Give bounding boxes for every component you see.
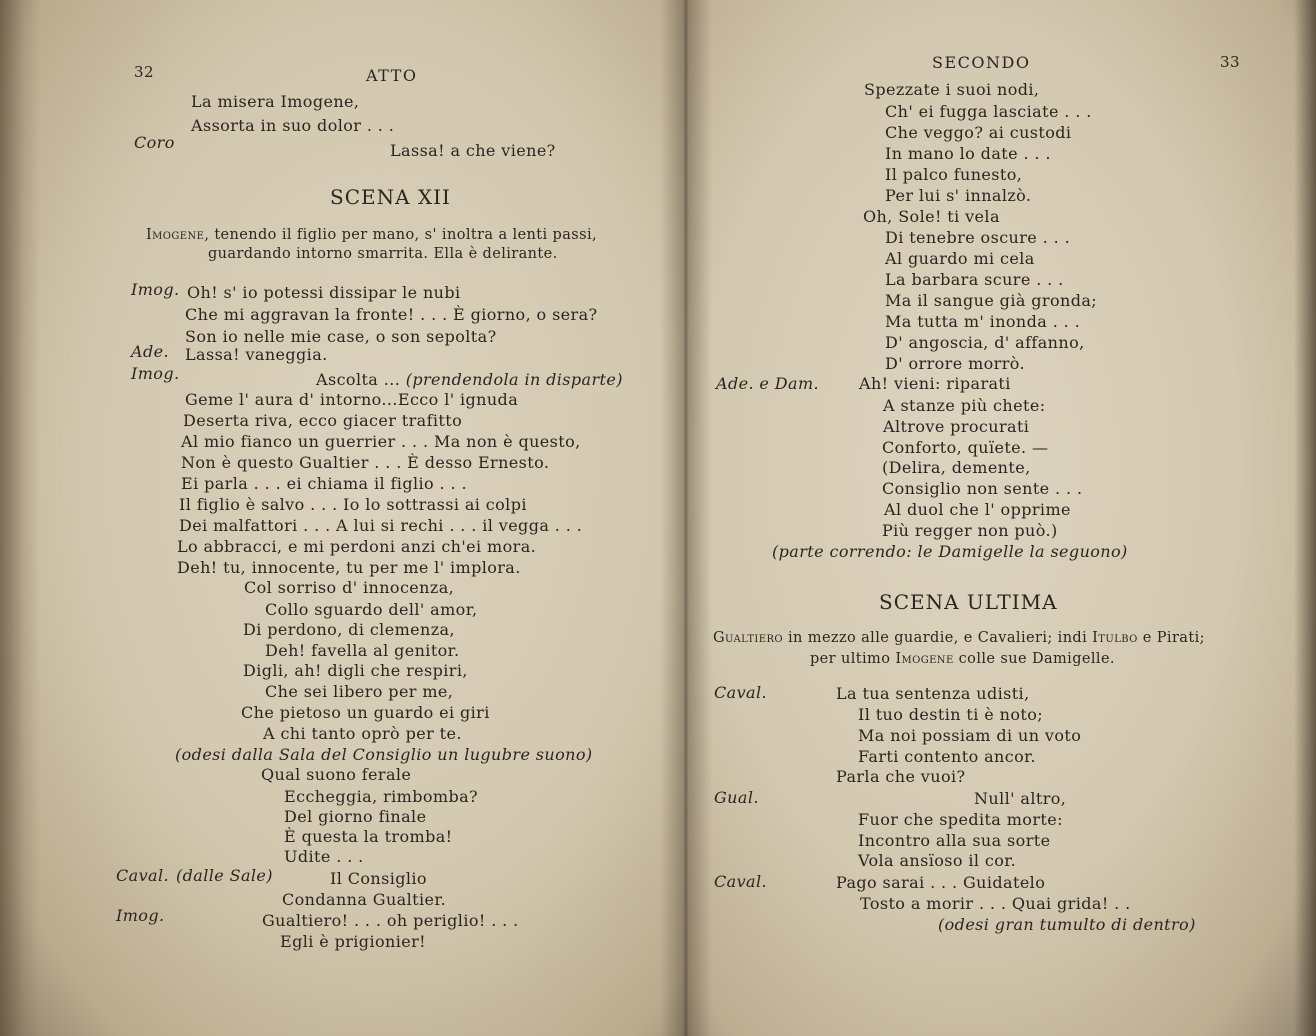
verse-line: A chi tanto oprò per te. [263,724,462,743]
verse-line: Ma tutta m' inonda . . . [885,312,1081,331]
stage-direction: (prendendola in disparte) [405,370,623,389]
verse-line: Il palco funesto, [885,165,1023,184]
verse-line: Geme l' aura d' intorno...Ecco l' ignuda [185,390,519,409]
character-name: Gualtiero [713,630,783,646]
verse-line: Al duol che l' opprime [884,500,1071,519]
verse-line: Il tuo destin ti è noto; [858,705,1044,724]
verse-line: La misera Imogene, [191,92,360,111]
verse-line: Collo sguardo dell' amor, [265,600,478,619]
verse-line: Pago sarai . . . Guidatelo [836,873,1046,892]
verse-line: Oh! s' io potessi dissipar le nubi [187,283,461,302]
verse-line: La barbara scure . . . [885,270,1064,289]
speaker-imog: Imog. [131,364,180,383]
right-running-head: SECONDO [932,53,1031,72]
stage-direction: (odesi dalla Sala del Consiglio un lugubre suono) [175,745,593,764]
verse-line [316,370,623,389]
speaker-ade: Ade. [131,342,169,361]
verse-line: Di tenebre oscure . . . [885,228,1071,247]
verse-line: Altrove procurati [883,417,1030,436]
character-name: Imogene [146,227,205,243]
stage-direction: (dalle Sale) [176,866,273,885]
verse-line: Che veggo? ai custodi [885,123,1072,142]
verse-line: Che pietoso un guardo ei giri [241,703,490,722]
verse-line: Spezzate i suoi nodi, [864,80,1040,99]
verse-line: D' angoscia, d' affanno, [885,333,1085,352]
character-name: Itulbo [1092,630,1138,646]
verse-line: Più regger non può.) [882,521,1058,540]
verse-line: Parla che vuoi? [836,767,966,786]
verse-line: Tosto a morir . . . Quai grida! . . [860,894,1131,913]
verse-line: Fuor che spedita morte: [858,810,1063,829]
left-page-number: 32 [134,63,154,81]
verse-line: Deh! favella al genitor. [265,641,460,660]
verse-line: Lassa! vaneggia. [185,345,328,364]
verse-line: Consiglio non sente . . . [882,479,1083,498]
verse-line: Udite . . . [284,847,364,866]
stage-direction-text: , tenendo il figlio per mano, s' inoltra a lenti passi, [204,227,598,243]
verse-line: Lo abbracci, e mi perdoni anzi ch'ei mora. [177,537,537,556]
speaker-imog: Imog. [131,280,180,299]
verse-line: Son io nelle mie case, o son sepolta? [185,327,497,346]
verse-line: Di perdono, di clemenza, [243,620,455,639]
scene-title: SCENA XII [330,185,451,209]
verse-line: Dei malfattori . . . A lui si rechi . . . il vegga . . . [179,516,583,535]
stage-direction [713,629,1205,648]
verse-line: Al guardo mi cela [885,249,1035,268]
character-name: Imogene [895,651,954,667]
verse-line: Ah! vieni: riparati [859,374,1011,393]
verse-line: Oh, Sole! ti vela [863,207,1000,226]
verse-line: A stanze più chete: [883,396,1046,415]
verse-line: D' orrore morrò. [885,354,1026,373]
verse-line: Assorta in suo dolor . . . [191,116,395,135]
right-page-edge [1294,0,1316,1036]
verse-line: In mano lo date . . . [885,144,1051,163]
stage-direction: (odesi gran tumulto di dentro) [938,915,1196,934]
verse-line: Il figlio è salvo . . . Io lo sottrassi ai colpi [179,495,527,514]
verse-line: Del giorno finale [284,807,427,826]
stage-direction-text: in mezzo alle guardie, e Cavalieri; indi [783,630,1093,646]
verse-text: Ascolta ... [316,370,401,389]
speaker-caval: Caval. [116,866,169,885]
left-page-edge [0,0,40,1036]
verse-line: Ma noi possiam di un voto [858,726,1082,745]
verse-line: Farti contento ancor. [858,747,1036,766]
verse-line: È questa la tromba! [284,827,453,846]
verse-line: Ei parla . . . ei chiama il figlio . . . [181,474,467,493]
verse-line: Deserta riva, ecco giacer trafitto [183,411,463,430]
verse-line: Ma il sangue già gronda; [885,291,1098,310]
verse-line: Al mio fianco un guerrier . . . Ma non è questo, [181,432,581,451]
verse-line: Egli è prigionier! [280,932,426,951]
verse-line: Deh! tu, innocente, tu per me l' implora. [177,558,521,577]
speaker-caval: Caval. [714,683,767,702]
speaker-imog: Imog. [116,906,165,925]
verse-line: Il Consiglio [330,869,427,888]
stage-direction-text: per ultimo [810,651,896,667]
right-page [686,0,1316,1036]
stage-direction-text: e Pirati; [1137,630,1205,646]
verse-line: Ch' ei fugga lasciate . . . [885,102,1092,121]
speaker-caval: Caval. [714,872,767,891]
verse-line: Incontro alla sua sorte [858,831,1051,850]
verse-line: Non è questo Gualtier . . . È desso Ernesto. [181,453,550,472]
verse-line: Col sorriso d' innocenza, [244,578,455,597]
verse-line: La tua sentenza udisti, [836,684,1030,703]
verse-line: Gualtiero! . . . oh periglio! . . . [262,911,519,930]
stage-direction [810,650,1115,669]
stage-direction [146,226,597,245]
verse-line: Conforto, quïete. — [882,438,1049,457]
verse-line: Eccheggia, rimbomba? [284,787,479,806]
verse-line: Qual suono ferale [261,765,412,784]
speaker-ade-dam: Ade. e Dam. [716,374,820,393]
verse-line: Vola ansïoso il cor. [858,851,1017,870]
verse-line: Lassa! a che viene? [390,141,556,160]
verse-line: Digli, ah! digli che respiri, [243,661,468,680]
stage-direction-text: colle sue Damigelle. [953,651,1115,667]
scene-title: SCENA ULTIMA [879,590,1058,614]
verse-line: Che mi aggravan la fronte! . . . È giorno, o sera? [185,305,598,324]
verse-line: Condanna Gualtier. [282,890,447,909]
speaker-coro: Coro [134,133,175,152]
stage-direction: (parte correndo: le Damigelle la seguono) [772,542,1128,561]
stage-direction: guardando intorno smarrita. Ella è delirante. [208,246,558,262]
verse-line: Per lui s' innalzò. [885,186,1032,205]
verse-line: Null' altro, [974,789,1067,808]
verse-line: (Delira, demente, [882,458,1031,477]
right-page-number: 33 [1220,53,1240,71]
verse-line: Che sei libero per me, [265,682,454,701]
speaker-gual: Gual. [714,788,759,807]
left-running-head: ATTO [366,66,418,85]
